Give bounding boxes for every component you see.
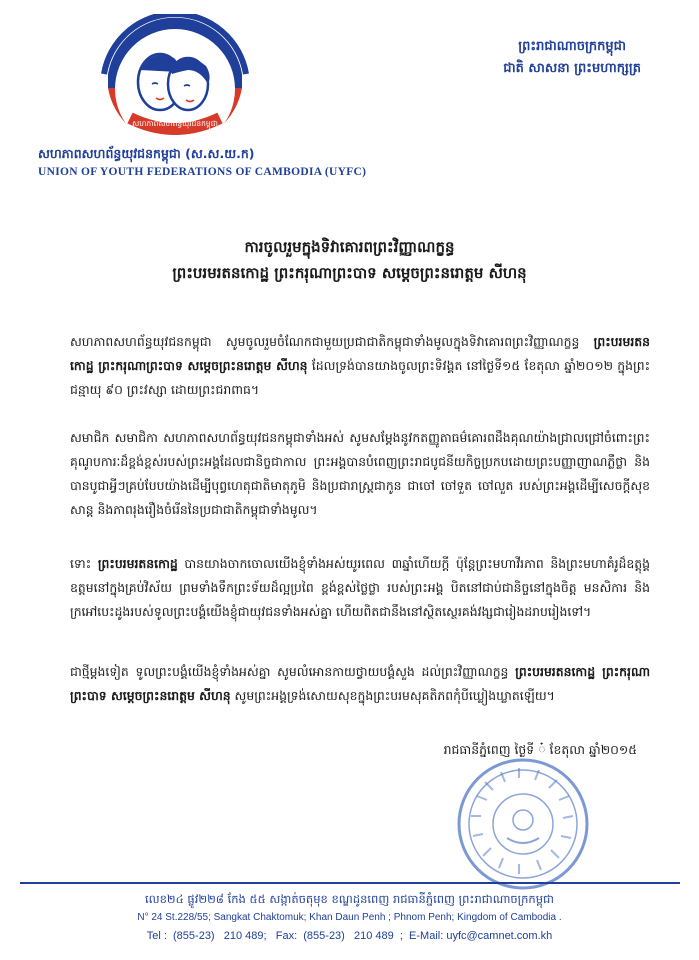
title-line-2: ព្រះបរមរតនកោដ្ឋ ព្រះករុណាព្រះបាទ សម្តេចព្រះនរោត្តម សីហនុ xyxy=(172,264,527,282)
p3-text-a: ទោះ xyxy=(70,556,98,572)
p3-royal-name: ព្រះបរមរតនកោដ្ឋ xyxy=(97,556,178,572)
p4-text-a: ជាថ្មីម្តងទៀត ទូលព្រះបង្គំយើងខ្ញុំទាំងអស់គ្នា សូមលំអោនកាយថ្វាយបង្គំសួង ដល់ព្រះវិញ្ញាណក្ខន្ធ xyxy=(70,664,516,680)
date-line: រាជធានីភ្នំពេញ ថ្ងៃទី ៎ ខែតុលា ឆ្នាំ២០១៥ xyxy=(443,742,637,757)
title-line-1: ការចូលរួមក្នុងទិវាគោរពព្រះវិញ្ញាណក្ខន្ធ xyxy=(244,238,455,256)
org-name-english: UNION OF YOUTH FEDERATIONS OF CAMBODIA (UYFC) xyxy=(38,166,367,178)
logo-text: សហភាពសហព័ន្ធយុវជនកម្ពុជា xyxy=(132,119,218,128)
footer-divider xyxy=(20,882,680,884)
paragraph-1 xyxy=(70,330,650,402)
address-khmer: លេខ២៤ ផ្លូវ២២៨ កែង ៥៥ សង្កាត់ចតុមុខ ខណ្ឌដូនពេញ រាជធានីភ្នំពេញ ព្រះរាជាណាចក្រកម្ពុជា xyxy=(145,892,554,906)
org-name-khmer: សហភាពសហព័ន្ធយុវជនកម្ពុជា (ស.ស.យ.ក) xyxy=(38,146,255,161)
p1-text-a: សហភាពសហព័ន្ធយុវជនកម្ពុជា សូមចូលរួមចំណែកជាមួយប្រជាជាតិកម្ពុជាទាំងមូលក្នុងទិវាគោរពព្រះវិញ្ញាណក្ខន្ធ xyxy=(70,334,594,350)
address-english: N° 24 St.228/55; Sangkat Chaktomuk; Khan Daun Penh ; Phnom Penh; Kingdom of Cambodia . xyxy=(137,912,562,923)
paragraph-2 xyxy=(70,426,650,522)
p4-royal-name: ព្រះបរមរតនកោដ្ឋ ព្រះករុណាព្រះបាទ សម្តេចព្រះនរោត្តម សីហនុ xyxy=(70,664,651,704)
paragraph-4 xyxy=(70,660,650,708)
uyfc-logo xyxy=(100,14,250,164)
paragraph-3 xyxy=(70,552,650,624)
kingdom-line-2: ជាតិ សាសនា ព្រះមហាក្សត្រ xyxy=(503,61,641,76)
document-title xyxy=(0,234,699,286)
kingdom-motto xyxy=(503,36,641,80)
p3-text-c: បានយាងចាកចោលយើងខ្ញុំទាំងអស់យូរពេល ៣ឆ្នាំហើយក្តី ប៉ុន្តែព្រះមហាវីរភាព និងព្រះមហាគំរូដ៏ឧត្តុង្គឧត្តមនៅក្នុងគ្រប់វិស័យ ព្រមទាំងទឹកព្រះទ័យដ៏ល្អប្រពៃ ខ្ពង់ខ្ពស់ថ្លៃថ្លា របស់ព្រះអង្គ បិតនៅជាប់ជានិច្ចនៅក្នុងចិត្ត មនសិការ និងក្រអៅបេះដូងរបស់ទូលព្រះបង្គំយើងខ្ញុំជាយុវជនទាំងអស់គ្នា ហើយពិតជានឹងនៅស្ថិតស្ថេរគង់វង្សជារៀងដរាបរៀងទៅ។ xyxy=(70,556,650,620)
p1-text-c: ដែលទ្រង់បានយាងចូលព្រះទិវង្គត នៅថ្ងៃទី១៥ ខែតុលា ឆ្នាំ២០១២ ក្នុងព្រះជន្មាយុ ៩០ ព្រះវស្សា ដោយព្រះជរាពាធ។ xyxy=(70,358,651,398)
p1-royal-name: ព្រះបរមរតនកោដ្ឋ ព្រះករុណាព្រះបាទ សម្តេចព្រះនរោត្តម សីហនុ xyxy=(70,334,650,374)
contact-info: Tel : (855-23) 210 489; Fax: (855-23) 210 489 ; E-Mail: uyfc@camnet.com.kh xyxy=(146,930,553,942)
p2-text: សមាជិក សមាជិកា សហភាពសហព័ន្ធយុវជនកម្ពុជាទាំងអស់ សូមសម្តែងនូវកតញ្ញូតាធម៌គោរពដឹងគុណយ៉ាងជ្រាលជ្រៅចំពោះព្រះគុណូបការៈដ៏ខ្ពង់ខ្ពស់របស់ព្រះអង្គដែលជានិច្ចជាកាល ព្រះអង្គបានបំពេញព្រះរាជបូជនីយកិច្ចប្រកបដោយព្រះបញ្ញាញាណភ្លឺថ្លា និងបានបូជាអ្វីៗគ្រប់បែបយ៉ាងដើម្បីបុព្វហេតុជាតិមាតុភូមិ និងប្រជារាស្ត្រជាកូន ជាចៅ ចៅទួត ចៅលួត របស់ព្រះអង្គដើម្បីសេចក្តីសុខសាន្ត និងភាពរុងរឿងចំរើននៃប្រជាជាតិកម្ពុជាទាំងមូល។ xyxy=(70,430,650,518)
p4-text-c: សូមព្រះអង្គទ្រង់សោយសុខក្នុងព្រះបរមសុគតិភពកុំបីឃ្លៀងឃ្លាតឡើយ។ xyxy=(230,688,555,704)
kingdom-line-1: ព្រះរាជាណាចក្រកម្ពុជា xyxy=(518,39,626,54)
official-stamp xyxy=(455,756,591,892)
